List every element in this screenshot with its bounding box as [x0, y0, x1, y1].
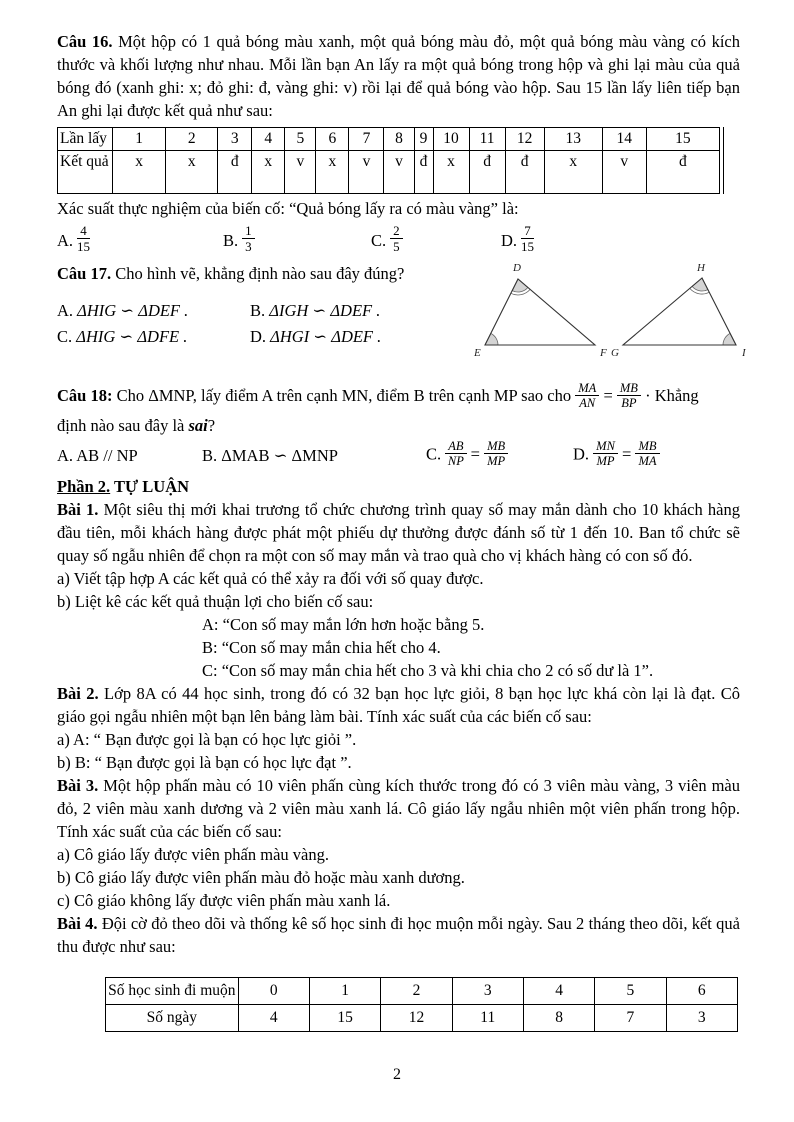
part2-heading: [57, 475, 740, 498]
q17-label: Câu 17.: [57, 264, 112, 283]
table-cell: x: [113, 151, 166, 194]
table-cell: 15: [309, 1005, 380, 1032]
fraction: $\frac{MB}{MP}$: [484, 439, 508, 468]
part2-heading-title: TỰ LUẬN: [114, 477, 190, 496]
q18-text-after: · Khẳng: [645, 386, 699, 405]
table-cell: đ: [218, 151, 252, 194]
option-letter: C.: [426, 443, 442, 463]
equals-sign: =: [470, 443, 480, 463]
option-text: ΔHIG ∽ ΔDFE .: [76, 327, 188, 346]
table-cell: 11: [469, 128, 505, 151]
bai1-item-a: a) Viết tập hợp A các kết quả có thể xảy ra đối với số quay được.: [57, 569, 484, 588]
table-cell: Lần lấy: [58, 128, 113, 151]
q18-line1: [57, 378, 740, 414]
table-cell: x: [316, 151, 349, 194]
bai4-table-row2: [106, 1005, 738, 1032]
table-cell: 5: [595, 978, 666, 1005]
vertex-label-D: D: [513, 262, 521, 274]
q18-option-a: [57, 444, 202, 467]
triangle-GHI: [623, 278, 736, 345]
table-cell: 4: [523, 978, 594, 1005]
q16-question: Xác suất thực nghiệm của biến cố: “Quả bóng lấy ra có màu vàng” là:: [57, 199, 519, 218]
table-cell: x: [252, 151, 285, 194]
q18-line2-qmark: ?: [207, 416, 216, 435]
bai2-item-a: a) A: “ Bạn được gọi là bạn có học lực giỏi ”.: [57, 730, 357, 749]
table-cell: 8: [384, 128, 414, 151]
q17-options-row2: [57, 324, 497, 350]
q16-options: [57, 223, 740, 257]
bai3-item-c: c) Cô giáo không lấy được viên phấn màu xanh lá.: [57, 891, 391, 910]
table-cell: 8: [523, 1005, 594, 1032]
fraction: $\frac{2}{5}$: [390, 223, 403, 254]
table-cell: 3: [452, 978, 523, 1005]
table-cell: x: [166, 151, 218, 194]
q18-sai-word: sai: [188, 416, 208, 435]
table-cell: 14: [602, 128, 646, 151]
table-cell: 4: [238, 1005, 309, 1032]
bai1-paragraph: [57, 498, 740, 567]
bai3-text: Một hộp phấn màu có 10 viên phấn cùng kích thước trong đó có 3 viên màu vàng, 3 viên màu đỏ, 2 viên màu xanh dương và 2 viên màu xanh lá. Cô giáo lấy ngẫu nhiên một viên phấn trong hộp. Tính xác suất của các biến cố sau:: [57, 776, 740, 841]
option-text: ΔHGI ∽ ΔDEF .: [270, 327, 382, 346]
table-cell: 0: [238, 978, 309, 1005]
bai4-text: Đội cờ đỏ theo dõi và thống kê số học sinh đi học muộn mỗi ngày. Sau 2 tháng theo dõi, kết quả thu được như sau:: [57, 914, 741, 956]
vertex-label-E: E: [474, 347, 481, 359]
table-cell: 15: [646, 128, 719, 151]
q17-text: Cho hình vẽ, khẳng định nào sau đây đúng?: [115, 264, 405, 283]
fraction: $\frac{MB}{BP}$: [617, 381, 641, 410]
table-cell: v: [349, 151, 384, 194]
bai4-label: Bài 4.: [57, 914, 98, 933]
option-text: AB // NP: [76, 445, 138, 465]
q18-line2: [57, 414, 740, 437]
option-letter: D.: [573, 443, 590, 463]
bai3-item-a: a) Cô giáo lấy được viên phấn màu vàng.: [57, 845, 329, 864]
table-cell: 9: [414, 128, 433, 151]
option-letter: D.: [250, 327, 267, 346]
q16-draws-table: [57, 127, 720, 194]
table-cell: 3: [218, 128, 252, 151]
q18-options: [57, 437, 740, 473]
table-cell: 7: [595, 1005, 666, 1032]
q18-option-b: [202, 444, 426, 467]
fraction: $\frac{7}{15}$: [521, 222, 535, 254]
vertex-label-G: G: [611, 347, 619, 359]
q16-option-b: [223, 222, 371, 256]
table-cell: Số học sinh đi muộn: [106, 978, 239, 1005]
q16-table-wrap: [57, 127, 720, 194]
bai4-late-students-table: [105, 977, 738, 1032]
option-letter: A.: [57, 445, 74, 465]
bai4-table-row1: [106, 978, 738, 1005]
q17-options-row1: [57, 298, 497, 324]
table-cell: đ: [469, 151, 505, 194]
equals-sign: =: [622, 443, 632, 463]
table-cell: 2: [381, 978, 452, 1005]
option-letter: B.: [223, 230, 239, 250]
option-letter: D.: [501, 230, 518, 250]
q18-label: Câu 18:: [57, 386, 113, 405]
option-letter: B.: [202, 445, 218, 465]
fraction: $\frac{4}{15}$: [77, 222, 91, 254]
bai3-paragraph: [57, 774, 740, 843]
option-letter: C.: [57, 327, 73, 346]
q16-table-result-row: [58, 151, 720, 194]
page-number: 2: [393, 1066, 401, 1083]
table-cell: v: [602, 151, 646, 194]
fraction: $\frac{MN}{MP}$: [593, 439, 618, 468]
table-cell: 6: [316, 128, 349, 151]
table-cell: 12: [505, 128, 544, 151]
table-cell: 1: [113, 128, 166, 151]
table-cell: x: [544, 151, 602, 194]
option-letter: C.: [371, 230, 387, 250]
fraction: $\frac{MB}{MA}$: [635, 439, 659, 468]
bai1-label: Bài 1.: [57, 500, 99, 519]
equals-sign: =: [603, 386, 613, 405]
q18-option-d: [573, 438, 660, 470]
option-text: ΔMAB ∽ ΔMNP: [221, 445, 338, 465]
table-cell: 6: [666, 978, 737, 1005]
q17-section: [57, 262, 746, 366]
bai2-paragraph: [57, 682, 740, 728]
bai1-event-c: C: “Con số may mắn chia hết cho 3 và khi chia cho 2 có số dư là 1”.: [202, 661, 654, 680]
table-cell: Kết quả: [58, 151, 113, 194]
bai1-text: Một siêu thị mới khai trương tổ chức chương trình quay số may mắn dành cho 10 khách hàng đầu tiên, mỗi khách hàng được phát một phiếu dự thưởng được đánh số từ 1 đến 10. Ban tổ chức sẽ quay số ngẫu nhiên để chọn ra một con số may mắn và trao quà cho vị khách hàng có con số đó.: [57, 500, 741, 565]
table-cell: 2: [166, 128, 218, 151]
table-cell: 5: [285, 128, 316, 151]
bai2-label: Bài 2.: [57, 684, 99, 703]
vertex-label-H: H: [697, 262, 705, 274]
q16-table-header-row: [58, 128, 720, 151]
bai2-item-b: b) B: “ Bạn được gọi là bạn có học lực đạt ”.: [57, 753, 352, 772]
table-cell: x: [433, 151, 469, 194]
option-letter: A.: [57, 230, 74, 250]
table-cell: Số ngày: [106, 1005, 239, 1032]
q16-text: Một hộp có 1 quả bóng màu xanh, một quả bóng màu đỏ, một quả bóng màu vàng có kích thước và khối lượng như nhau. Mỗi lần bạn An lấy ra một quả bóng trong hộp và ghi lại màu của quả bóng đó (xanh ghi: x; đỏ ghi: đ, vàng ghi: v) rồi lại để quả bóng vào hộp. Sau 15 lần lấy liên tiếp bạn An ghi lại được kết quả như sau:: [57, 32, 740, 120]
bai1-event-a: A: “Con số may mắn lớn hơn hoặc bằng 5.: [202, 615, 485, 634]
option-text: ΔIGH ∽ ΔDEF .: [269, 301, 381, 320]
q16-paragraph: [57, 30, 740, 122]
triangle-DEF: [485, 279, 595, 345]
bai4-paragraph: [57, 912, 740, 958]
q16-option-d: [501, 222, 535, 256]
table-cell: 3: [666, 1005, 737, 1032]
table-cell: v: [384, 151, 414, 194]
vertex-label-F: F: [600, 347, 607, 359]
table-cell: 12: [381, 1005, 452, 1032]
bai2-text: Lớp 8A có 44 học sinh, trong đó có 32 bạn học lực giỏi, 8 bạn học lực khá còn lại là đạt. Cô giáo gọi ngẫu nhiên một bạn lên bảng làm bài. Tính xác suất của các biến cố sau:: [57, 684, 741, 726]
table-cell: 13: [544, 128, 602, 151]
table-cell: 1: [309, 978, 380, 1005]
bai1-event-b: B: “Con số may mắn chia hết cho 4.: [202, 638, 441, 657]
table-cell: 4: [252, 128, 285, 151]
q18-line2-text: định nào sau đây là: [57, 416, 189, 435]
bai1-item-b: b) Liệt kê các kết quả thuận lợi cho biến cố sau:: [57, 592, 374, 611]
q18-text-start: Cho ΔMNP, lấy điểm A trên cạnh MN, điểm B trên cạnh MP sao cho: [116, 386, 572, 405]
q17-options: [57, 298, 497, 350]
table-cell: 10: [433, 128, 469, 151]
option-letter: A.: [57, 301, 74, 320]
option-letter: B.: [250, 301, 266, 320]
q17-option-c: [57, 324, 250, 350]
table-cell: đ: [414, 151, 433, 194]
table-cell: 7: [349, 128, 384, 151]
table-cell: v: [285, 151, 316, 194]
fraction: $\frac{1}{3}$: [242, 223, 255, 254]
table-cell: đ: [646, 151, 719, 194]
q16-option-a: [57, 222, 223, 256]
q16-option-c: [371, 222, 501, 256]
angle-mark-E: [485, 333, 498, 345]
q16-label: Câu 16.: [57, 32, 113, 51]
part2-heading-number: Phần 2.: [57, 477, 111, 496]
fraction: $\frac{AB}{NP}$: [445, 439, 466, 468]
bai3-label: Bài 3.: [57, 776, 99, 795]
table-cell: đ: [505, 151, 544, 194]
fraction: $\frac{MA}{AN}$: [575, 381, 599, 410]
q17-option-d: [250, 324, 381, 350]
option-text: ΔHIG ∽ ΔDEF .: [77, 301, 189, 320]
q17-option-b: [250, 298, 380, 324]
table-cell: 11: [452, 1005, 523, 1032]
q17-option-a: [57, 298, 250, 324]
vertex-label-I: I: [742, 347, 746, 359]
angle-mark-I: [723, 333, 736, 345]
q18-option-c: [426, 438, 573, 470]
bai3-item-b: b) Cô giáo lấy được viên phấn màu đỏ hoặc màu xanh dương.: [57, 868, 465, 887]
similar-triangles-figure: [455, 260, 755, 365]
